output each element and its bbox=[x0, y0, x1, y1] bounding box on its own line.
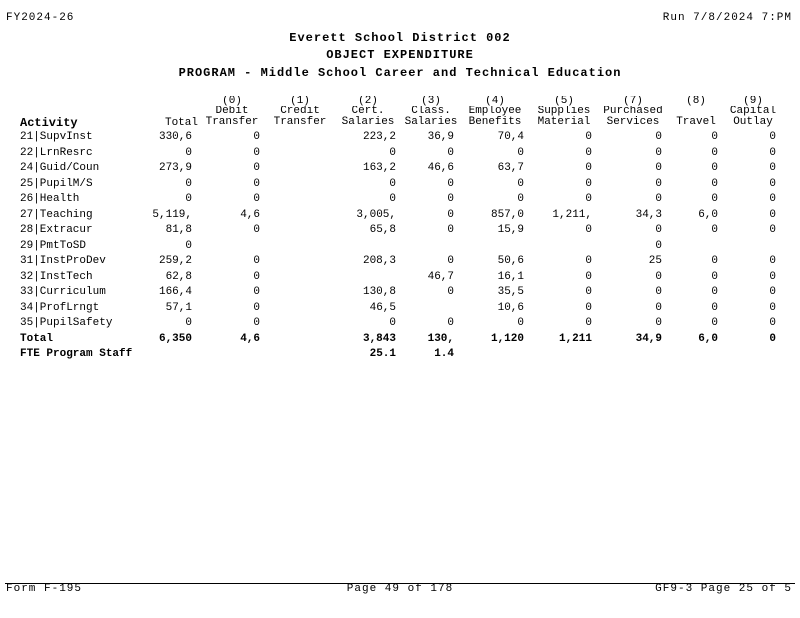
cell-activity: 27|Teaching bbox=[20, 208, 93, 221]
cell-cert-salaries: 3,843 bbox=[362, 332, 396, 345]
cell-debit-transfer: 0 bbox=[253, 317, 260, 329]
cell-employee-benefits: 0 bbox=[517, 193, 524, 205]
cell-capital-outlay: 0 bbox=[769, 177, 776, 190]
cell-employee-benefits bbox=[460, 347, 530, 363]
cell-purchased-services bbox=[598, 347, 668, 363]
cell-class-salaries: 130, bbox=[427, 332, 454, 345]
column-header-line1: Supplies bbox=[537, 106, 591, 116]
cell-travel: 0 bbox=[711, 286, 718, 298]
cell-activity: 35|PupilSafety bbox=[20, 317, 113, 329]
column-header-num: (8) bbox=[686, 96, 706, 106]
cell-total: 259,2 bbox=[158, 255, 192, 267]
cell-credit-transfer bbox=[266, 285, 334, 301]
cell-debit-transfer: 0 bbox=[253, 301, 260, 314]
cell-travel: 0 bbox=[711, 162, 718, 174]
cell-supplies-material bbox=[530, 239, 598, 255]
cell-activity: 34|ProfLrngt bbox=[20, 301, 100, 314]
column-header-line2: Travel bbox=[676, 116, 716, 128]
cell-employee-benefits: 50,6 bbox=[497, 255, 524, 267]
cell-total: 166,4 bbox=[158, 286, 192, 298]
cell-class-salaries bbox=[402, 239, 460, 255]
cell-total: 0 bbox=[185, 177, 192, 190]
cell-purchased-services: 0 bbox=[655, 177, 662, 190]
cell-cert-salaries: 0 bbox=[389, 177, 396, 190]
cell-cert-salaries: 130,8 bbox=[362, 286, 396, 298]
cell-debit-transfer: 0 bbox=[253, 286, 260, 298]
table-row bbox=[20, 161, 782, 177]
cell-capital-outlay: 0 bbox=[769, 208, 776, 221]
cell-supplies-material: 0 bbox=[585, 224, 592, 236]
cell-employee-benefits bbox=[460, 239, 530, 255]
column-header-num bbox=[134, 96, 198, 106]
report-title: OBJECT EXPENDITURE bbox=[326, 48, 474, 62]
cell-capital-outlay: 0 bbox=[769, 301, 776, 314]
cell-employee-benefits: 0 bbox=[517, 146, 524, 159]
column-header-line2: Activity bbox=[20, 116, 78, 130]
column-header-line2: Services bbox=[606, 116, 660, 128]
table-row bbox=[20, 146, 782, 162]
cell-credit-transfer bbox=[266, 347, 334, 363]
column-header-num: (2) bbox=[358, 96, 378, 106]
cell-travel: 0 bbox=[711, 255, 718, 267]
column-header-cert-salaries bbox=[334, 96, 402, 130]
table-row bbox=[20, 285, 782, 301]
cell-credit-transfer bbox=[266, 192, 334, 208]
cell-credit-transfer bbox=[266, 316, 334, 332]
cell-activity: 33|Curriculum bbox=[20, 286, 106, 298]
cell-supplies-material: 0 bbox=[585, 177, 592, 190]
page-number: Page 49 of 178 bbox=[346, 583, 454, 595]
cell-capital-outlay bbox=[724, 347, 782, 363]
cell-activity: 24|Guid/Coun bbox=[20, 162, 100, 174]
cell-purchased-services: 34,9 bbox=[635, 332, 662, 345]
cell-debit-transfer bbox=[198, 347, 266, 363]
column-header-num: (1) bbox=[290, 96, 310, 106]
cell-class-salaries: 0 bbox=[447, 317, 454, 329]
cell-supplies-material: 0 bbox=[585, 146, 592, 159]
cell-total: 81,8 bbox=[165, 224, 192, 236]
cell-class-salaries: 0 bbox=[447, 208, 454, 221]
cell-capital-outlay: 0 bbox=[769, 146, 776, 159]
cell-total: 273,9 bbox=[158, 162, 192, 174]
column-header-line1: Purchased bbox=[603, 106, 663, 116]
column-header-line2: Salaries bbox=[341, 116, 395, 128]
cell-supplies-material: 0 bbox=[585, 162, 592, 174]
cell-employee-benefits: 0 bbox=[517, 177, 524, 190]
cell-supplies-material: 0 bbox=[585, 270, 592, 283]
table-row bbox=[20, 239, 782, 255]
column-header-line1 bbox=[20, 106, 134, 116]
cell-purchased-services: 0 bbox=[655, 286, 662, 298]
cell-debit-transfer: 0 bbox=[253, 146, 260, 159]
table-row bbox=[20, 316, 782, 332]
column-header-line2: Material bbox=[537, 116, 591, 128]
cell-credit-transfer bbox=[266, 177, 334, 193]
cell-activity: 32|InstTech bbox=[20, 270, 93, 283]
column-header-line1 bbox=[134, 106, 198, 116]
cell-purchased-services: 0 bbox=[655, 146, 662, 159]
cell-purchased-services: 25 bbox=[648, 255, 662, 267]
cell-capital-outlay: 0 bbox=[769, 131, 776, 143]
cell-capital-outlay: 0 bbox=[769, 162, 776, 174]
cell-travel bbox=[668, 347, 724, 363]
column-header-line2: Benefits bbox=[468, 116, 522, 128]
cell-debit-transfer bbox=[198, 239, 266, 255]
cell-cert-salaries: 0 bbox=[389, 193, 396, 205]
fte-row bbox=[20, 347, 782, 363]
column-header-line2: Transfer bbox=[273, 116, 327, 128]
cell-total: 62,8 bbox=[165, 270, 192, 283]
cell-class-salaries: 0 bbox=[447, 146, 454, 159]
column-header-line1 bbox=[668, 106, 724, 116]
cell-debit-transfer: 0 bbox=[253, 131, 260, 143]
cell-total: 57,1 bbox=[165, 301, 192, 314]
column-header-credit-transfer bbox=[266, 96, 334, 130]
cell-purchased-services: 0 bbox=[655, 193, 662, 205]
cell-debit-transfer: 0 bbox=[253, 255, 260, 267]
cell-cert-salaries: 0 bbox=[389, 317, 396, 329]
cell-activity: 28|Extracur bbox=[20, 224, 93, 236]
cell-activity: 21|SupvInst bbox=[20, 131, 93, 143]
column-header-line1: Capital bbox=[729, 106, 777, 116]
cell-credit-transfer bbox=[266, 239, 334, 255]
column-header-line2: Transfer bbox=[205, 116, 259, 128]
district-title: Everett School District 002 bbox=[289, 31, 511, 45]
cell-total: 330,6 bbox=[158, 131, 192, 143]
cell-total: 0 bbox=[185, 193, 192, 205]
cell-employee-benefits: 35,5 bbox=[497, 286, 524, 298]
cell-credit-transfer bbox=[266, 208, 334, 224]
column-header-line1: Debit bbox=[215, 106, 249, 116]
cell-purchased-services: 0 bbox=[655, 224, 662, 236]
cell-supplies-material: 1,211, bbox=[552, 208, 592, 221]
cell-travel: 0 bbox=[711, 301, 718, 314]
cell-cert-salaries: 3,005, bbox=[356, 208, 396, 221]
cell-debit-transfer: 4,6 bbox=[240, 208, 260, 221]
cell-activity: 25|PupilM/S bbox=[20, 177, 93, 190]
cell-debit-transfer: 0 bbox=[253, 270, 260, 283]
cell-credit-transfer bbox=[266, 130, 334, 146]
cell-purchased-services: 34,3 bbox=[635, 208, 662, 221]
column-header-line2: Salaries bbox=[404, 116, 458, 128]
column-header-num: (9) bbox=[743, 96, 763, 106]
cell-credit-transfer bbox=[266, 270, 334, 286]
form-page-number: GF9-3 Page 25 of 5 bbox=[655, 583, 792, 595]
table-row bbox=[20, 177, 782, 193]
column-header-num: (0) bbox=[222, 96, 242, 106]
cell-supplies-material: 0 bbox=[585, 317, 592, 329]
cell-activity: FTE Program Staff bbox=[20, 348, 133, 360]
column-header-total bbox=[134, 96, 198, 130]
cell-travel bbox=[668, 239, 724, 255]
cell-cert-salaries: 163,2 bbox=[362, 162, 396, 174]
column-header-num: (7) bbox=[623, 96, 643, 106]
cell-travel: 0 bbox=[711, 224, 718, 236]
cell-travel: 6,0 bbox=[698, 208, 718, 221]
table-row bbox=[20, 270, 782, 286]
cell-cert-salaries: 25.1 bbox=[369, 348, 396, 360]
column-header-num: (4) bbox=[485, 96, 505, 106]
column-header-num bbox=[20, 96, 134, 106]
cell-cert-salaries: 46,5 bbox=[369, 301, 396, 314]
cell-debit-transfer: 0 bbox=[253, 162, 260, 174]
cell-credit-transfer bbox=[266, 223, 334, 239]
cell-activity: Total bbox=[20, 332, 54, 345]
column-header-employee-benefits bbox=[460, 96, 530, 130]
expenditure-table bbox=[20, 96, 782, 363]
table-row bbox=[20, 254, 782, 270]
cell-capital-outlay: 0 bbox=[769, 255, 776, 267]
cell-capital-outlay: 0 bbox=[769, 286, 776, 298]
column-header-purchased-services bbox=[598, 96, 668, 130]
cell-class-salaries: 46,6 bbox=[427, 162, 454, 174]
cell-class-salaries: 46,7 bbox=[427, 270, 454, 283]
cell-class-salaries: 0 bbox=[447, 224, 454, 236]
column-header-activity bbox=[20, 96, 134, 130]
total-row bbox=[20, 332, 782, 348]
cell-total bbox=[134, 347, 198, 363]
column-header-line1: Employee bbox=[468, 106, 522, 116]
cell-class-salaries: 0 bbox=[447, 177, 454, 190]
cell-capital-outlay: 0 bbox=[769, 224, 776, 236]
cell-employee-benefits: 1,120 bbox=[490, 332, 524, 345]
cell-debit-transfer: 0 bbox=[253, 177, 260, 190]
cell-supplies-material bbox=[530, 347, 598, 363]
cell-purchased-services: 0 bbox=[655, 131, 662, 143]
cell-capital-outlay bbox=[724, 239, 782, 255]
cell-travel: 0 bbox=[711, 146, 718, 159]
fiscal-year-label: FY2024-26 bbox=[6, 12, 75, 24]
cell-debit-transfer: 0 bbox=[253, 193, 260, 205]
column-header-class-salaries bbox=[402, 96, 460, 130]
cell-activity: 26|Health bbox=[20, 193, 80, 205]
cell-cert-salaries: 208,3 bbox=[362, 255, 396, 267]
cell-debit-transfer: 0 bbox=[253, 224, 260, 236]
cell-class-salaries: 0 bbox=[447, 193, 454, 205]
column-header-travel bbox=[668, 96, 724, 130]
table-row bbox=[20, 301, 782, 317]
cell-employee-benefits: 10,6 bbox=[497, 301, 524, 314]
cell-class-salaries: 0 bbox=[447, 255, 454, 267]
cell-debit-transfer: 4,6 bbox=[240, 332, 260, 345]
cell-supplies-material: 0 bbox=[585, 301, 592, 314]
column-header-supplies-material bbox=[530, 96, 598, 130]
cell-employee-benefits: 15,9 bbox=[497, 224, 524, 236]
cell-credit-transfer bbox=[266, 146, 334, 162]
cell-employee-benefits: 857,0 bbox=[490, 208, 524, 221]
table-row bbox=[20, 208, 782, 224]
cell-purchased-services: 0 bbox=[655, 270, 662, 283]
cell-employee-benefits: 70,4 bbox=[497, 131, 524, 143]
column-header-capital-outlay bbox=[724, 96, 782, 130]
cell-total: 0 bbox=[185, 239, 192, 252]
cell-activity: 29|PmtToSD bbox=[20, 239, 87, 252]
cell-purchased-services: 0 bbox=[655, 301, 662, 314]
program-title: PROGRAM - Middle School Career and Technical Education bbox=[178, 66, 622, 80]
cell-class-salaries: 1.4 bbox=[434, 348, 454, 360]
cell-supplies-material: 0 bbox=[585, 255, 592, 267]
column-header-line1: Cert. bbox=[351, 106, 385, 116]
column-header-line2: Outlay bbox=[733, 116, 773, 128]
cell-credit-transfer bbox=[266, 254, 334, 270]
cell-credit-transfer bbox=[266, 161, 334, 177]
cell-total: 0 bbox=[185, 317, 192, 329]
cell-purchased-services: 0 bbox=[655, 239, 662, 252]
cell-travel: 0 bbox=[711, 177, 718, 190]
cell-capital-outlay: 0 bbox=[769, 332, 776, 345]
cell-class-salaries: 36,9 bbox=[427, 131, 454, 143]
cell-employee-benefits: 63,7 bbox=[497, 162, 524, 174]
cell-capital-outlay: 0 bbox=[769, 270, 776, 283]
cell-supplies-material: 0 bbox=[585, 131, 592, 143]
cell-supplies-material: 0 bbox=[585, 193, 592, 205]
cell-activity: 31|InstProDev bbox=[20, 255, 106, 267]
table-row bbox=[20, 223, 782, 239]
cell-cert-salaries: 223,2 bbox=[362, 131, 396, 143]
cell-travel: 0 bbox=[711, 270, 718, 283]
cell-total: 0 bbox=[185, 146, 192, 159]
table-row bbox=[20, 192, 782, 208]
column-header-num: (5) bbox=[554, 96, 574, 106]
table-row bbox=[20, 130, 782, 146]
cell-credit-transfer bbox=[266, 332, 334, 348]
column-header-line1: Class. bbox=[411, 106, 451, 116]
column-header-num: (3) bbox=[421, 96, 441, 106]
column-header-line2: Total bbox=[164, 117, 198, 129]
cell-employee-benefits: 0 bbox=[517, 317, 524, 329]
cell-travel: 0 bbox=[711, 317, 718, 329]
cell-capital-outlay: 0 bbox=[769, 317, 776, 329]
cell-travel: 0 bbox=[711, 193, 718, 205]
cell-total: 5,119, bbox=[152, 208, 192, 221]
form-number: Form F-195 bbox=[6, 583, 83, 595]
cell-supplies-material: 0 bbox=[585, 286, 592, 298]
cell-total: 6,350 bbox=[158, 332, 192, 345]
cell-class-salaries: 0 bbox=[447, 286, 454, 298]
run-date-label: Run 7/8/2024 7:PM bbox=[662, 12, 792, 24]
cell-class-salaries bbox=[402, 301, 460, 317]
cell-cert-salaries bbox=[334, 239, 402, 255]
cell-credit-transfer bbox=[266, 301, 334, 317]
cell-cert-salaries: 65,8 bbox=[369, 224, 396, 236]
cell-capital-outlay: 0 bbox=[769, 193, 776, 205]
column-header-line1: Credit bbox=[280, 106, 320, 116]
cell-cert-salaries bbox=[334, 270, 402, 286]
cell-cert-salaries: 0 bbox=[389, 146, 396, 159]
cell-travel: 6,0 bbox=[698, 332, 718, 345]
column-header-row bbox=[20, 96, 782, 130]
cell-employee-benefits: 16,1 bbox=[497, 270, 524, 283]
column-header-debit-transfer bbox=[198, 96, 266, 130]
cell-travel: 0 bbox=[711, 131, 718, 143]
cell-purchased-services: 0 bbox=[655, 162, 662, 174]
cell-purchased-services: 0 bbox=[655, 317, 662, 329]
cell-activity: 22|LrnResrc bbox=[20, 146, 93, 159]
cell-supplies-material: 1,211 bbox=[558, 332, 592, 345]
table-body bbox=[20, 130, 782, 363]
